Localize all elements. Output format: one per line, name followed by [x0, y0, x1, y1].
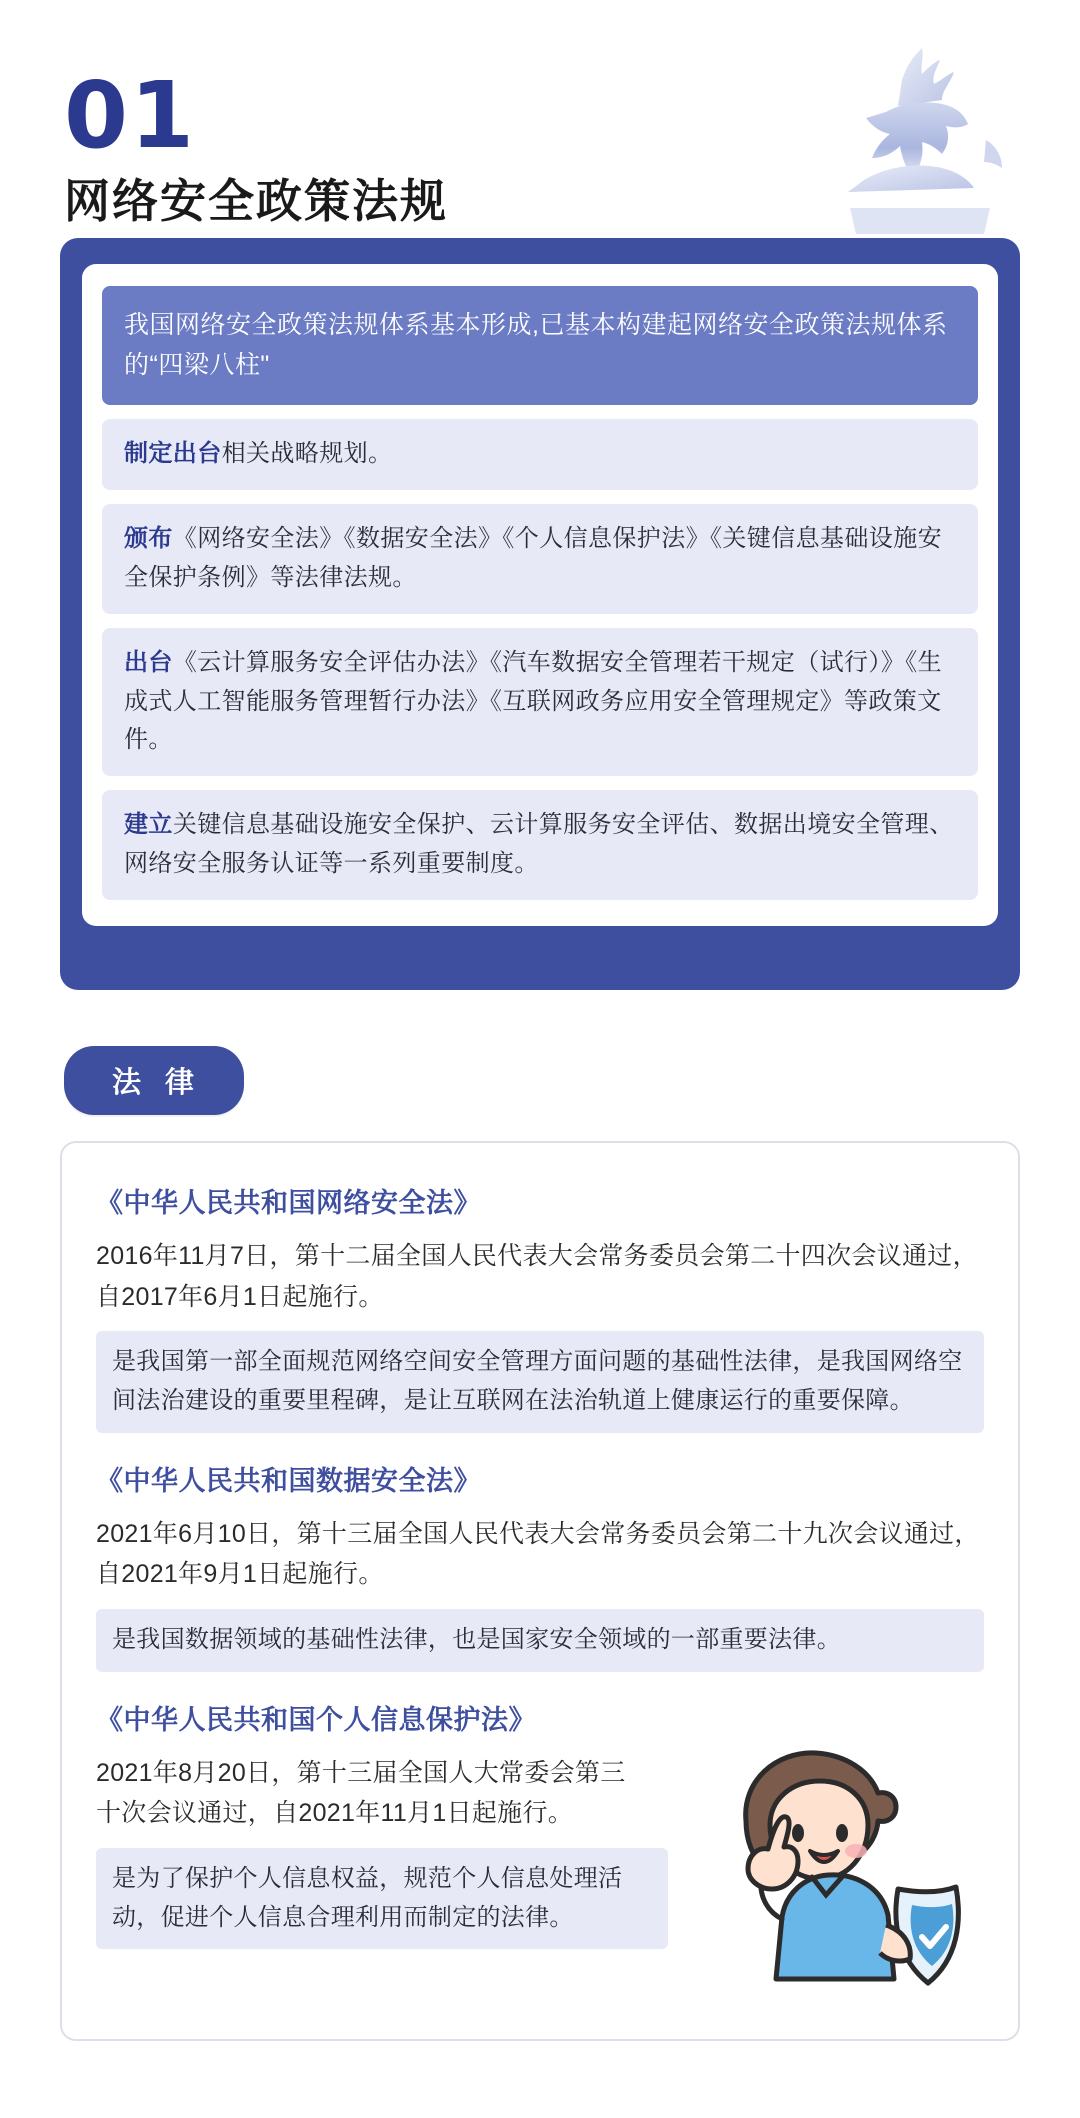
policy-item-text: 相关战略规划。	[221, 440, 393, 467]
policy-panel-wrapper	[60, 238, 1020, 990]
laws-card	[60, 1141, 1020, 2041]
policy-item-keyword: 颁布	[124, 524, 173, 552]
law-description: 是为了保护个人信息权益，规范个人信息处理活动，促进个人信息合理利用而制定的法律。	[96, 1848, 668, 1950]
law-entry	[96, 1459, 984, 1672]
section-tag-row	[64, 1046, 1080, 1115]
policy-item	[102, 504, 978, 614]
policy-item-keyword: 建立	[124, 811, 173, 839]
law-entry	[96, 1698, 984, 1950]
law-date: 2016年11月7日，第十二届全国人民代表大会常务委员会第二十四次会议通过，自2017年6月1日起施行。	[96, 1242, 978, 1311]
law-title: 《中华人民共和国网络安全法》	[96, 1188, 481, 1218]
law-title: 《中华人民共和国数据安全法》	[96, 1465, 481, 1496]
policy-lead-text: 我国网络安全政策法规体系基本形成,已基本构建起网络安全政策法规体系的“四梁八柱"	[102, 286, 978, 405]
policy-item-text: 关键信息基础设施安全保护、云计算服务安全评估、数据出境安全管理、网络安全服务认证等一系列重要制度。	[124, 811, 954, 878]
policy-panel-inner	[82, 264, 998, 926]
law-description: 是我国第一部全面规范网络空间安全管理方面问题的基础性法律，是我国网络空间法治建设的重要里程碑，是让互联网在法治轨道上健康运行的重要保障。	[96, 1331, 984, 1433]
policy-item	[102, 419, 978, 490]
policy-item	[102, 628, 978, 777]
law-date: 2021年8月20日，第十三届全国人大常委会第三十次会议通过，自2021年11月1日起施行。	[96, 1758, 626, 1828]
policy-panel-outer	[60, 238, 1020, 990]
policy-item-keyword: 制定出台	[124, 440, 222, 467]
policy-item-text: 《网络安全法》《数据安全法》《个人信息保护法》《关键信息基础设施安全保护条例》等法律法规。	[124, 524, 943, 591]
law-entry	[96, 1181, 984, 1433]
law-date: 2021年6月10日，第十三届全国人民代表大会常务委员会第二十九次会议通过，自2021年9月1日起施行。	[96, 1519, 980, 1589]
policy-item-keyword: 出台	[124, 648, 173, 676]
page-header	[0, 0, 1080, 227]
section-number: 01	[64, 62, 197, 169]
law-title: 《中华人民共和国个人信息保护法》	[96, 1704, 536, 1735]
policy-item	[102, 790, 978, 900]
page-title: 网络安全政策法规	[64, 175, 448, 227]
section-tag-law: 法 律	[64, 1046, 244, 1115]
policy-item-text: 《云计算服务安全评估办法》《汽车数据安全管理若干规定（试行）》《生成式人工智能服务管理暂行办法》《互联网政务应用安全管理规定》等政策文件。	[124, 648, 943, 754]
law-description: 是我国数据领域的基础性法律，也是国家安全领域的一部重要法律。	[96, 1609, 984, 1672]
